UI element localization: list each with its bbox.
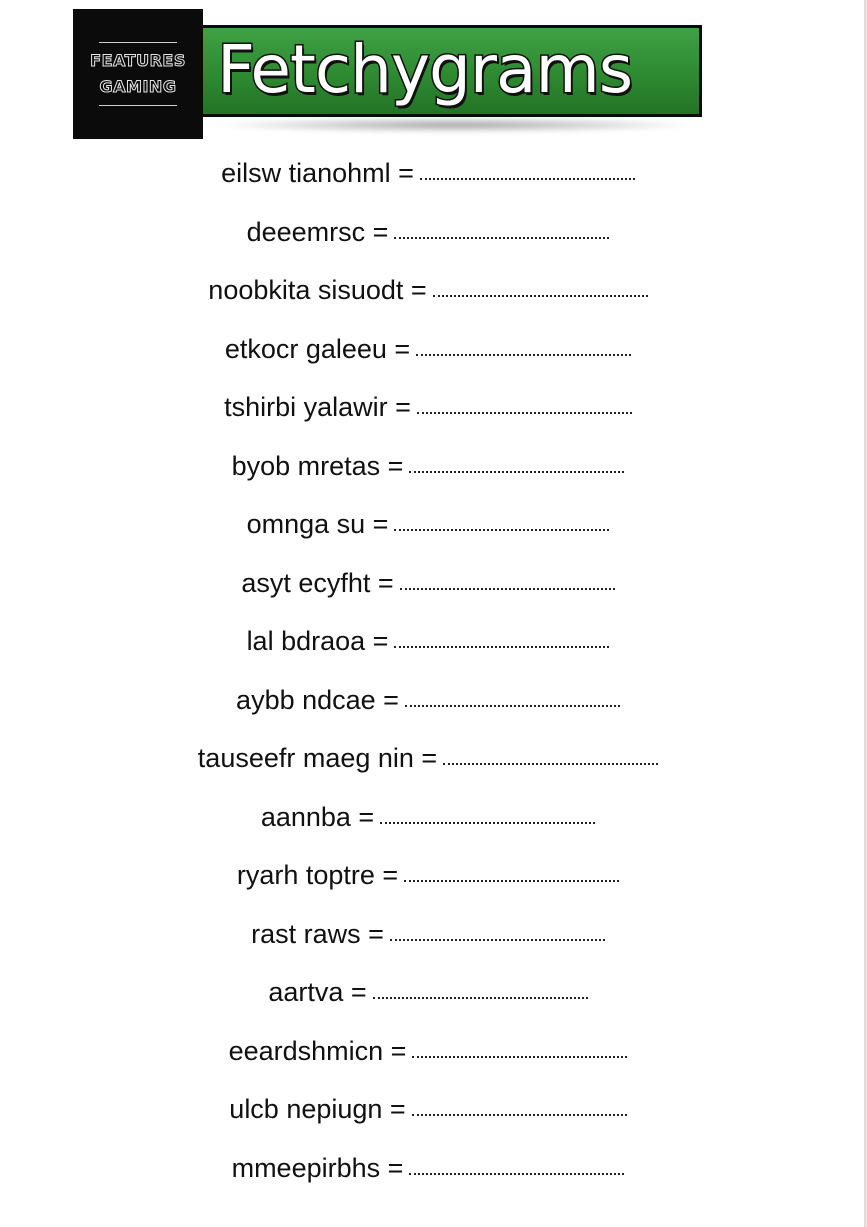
answer-blank[interactable] — [390, 917, 605, 941]
anagram-row — [0, 261, 856, 320]
anagram-clue: byob mretas = — [231, 450, 404, 481]
answer-blank[interactable] — [412, 1034, 627, 1058]
anagram-clue: aannba = — [260, 801, 375, 832]
answer-blank[interactable] — [380, 800, 595, 824]
anagram-row — [0, 437, 856, 496]
answer-blank[interactable] — [417, 390, 632, 414]
logo-text-line1: FEATURES — [90, 51, 186, 70]
anagram-row — [0, 378, 856, 437]
anagram-row — [0, 612, 856, 671]
anagram-row — [0, 1022, 856, 1081]
anagram-list — [0, 144, 856, 1197]
answer-blank[interactable] — [394, 624, 609, 648]
answer-blank[interactable] — [405, 683, 620, 707]
anagram-row — [0, 495, 856, 554]
anagram-row — [0, 905, 856, 964]
features-gaming-logo — [73, 9, 203, 139]
anagram-clue: ryarh toptre = — [236, 860, 399, 890]
anagram-clue: noobkita sisuodt = — [208, 275, 427, 305]
anagram-clue: lal bdraoa = — [246, 626, 389, 656]
anagram-row — [0, 846, 856, 905]
anagram-row — [0, 144, 856, 203]
anagram-clue: eeardshmicn = — [228, 1035, 407, 1066]
anagram-row — [0, 963, 856, 1022]
answer-blank[interactable] — [373, 975, 588, 999]
answer-blank[interactable] — [433, 273, 648, 297]
logo-divider-bottom — [99, 105, 177, 106]
anagram-clue: aartva = — [268, 977, 367, 1007]
anagram-clue: asyt ecyfht = — [241, 567, 394, 598]
anagram-row — [0, 671, 856, 730]
anagram-clue: tshirbi yalawir = — [224, 392, 411, 422]
answer-blank[interactable] — [394, 215, 609, 239]
logo-text-line2: GAMING — [99, 77, 177, 96]
answer-blank[interactable] — [416, 332, 631, 356]
anagram-clue: mmeepirbhs = — [231, 1152, 404, 1183]
answer-blank[interactable] — [394, 507, 609, 531]
anagram-row — [0, 1139, 856, 1198]
anagram-row — [0, 320, 856, 379]
answer-blank[interactable] — [412, 1092, 627, 1116]
anagram-clue: omnga su = — [246, 509, 389, 539]
anagram-clue: deeemrsc = — [246, 216, 389, 247]
anagram-clue: tauseefr maeg nin = — [197, 743, 438, 773]
anagram-row — [0, 788, 856, 847]
answer-blank[interactable] — [409, 1151, 624, 1175]
anagram-clue: ulcb nepiugn = — [229, 1094, 406, 1124]
anagram-row — [0, 203, 856, 262]
anagram-row — [0, 729, 856, 788]
anagram-clue: aybb ndcae = — [236, 684, 399, 715]
answer-blank[interactable] — [404, 858, 619, 882]
answer-blank[interactable] — [420, 156, 635, 180]
anagram-row — [0, 554, 856, 613]
answer-blank[interactable] — [443, 741, 658, 765]
answer-blank[interactable] — [400, 566, 615, 590]
anagram-clue: rast raws = — [251, 918, 384, 949]
answer-blank[interactable] — [409, 449, 624, 473]
anagram-row — [0, 1080, 856, 1139]
logo-divider-top — [99, 42, 177, 43]
anagram-clue: eilsw tianohml = — [221, 158, 414, 188]
anagram-clue: etkocr galeeu = — [224, 333, 411, 364]
page-title: Fetchygrams — [217, 31, 633, 108]
